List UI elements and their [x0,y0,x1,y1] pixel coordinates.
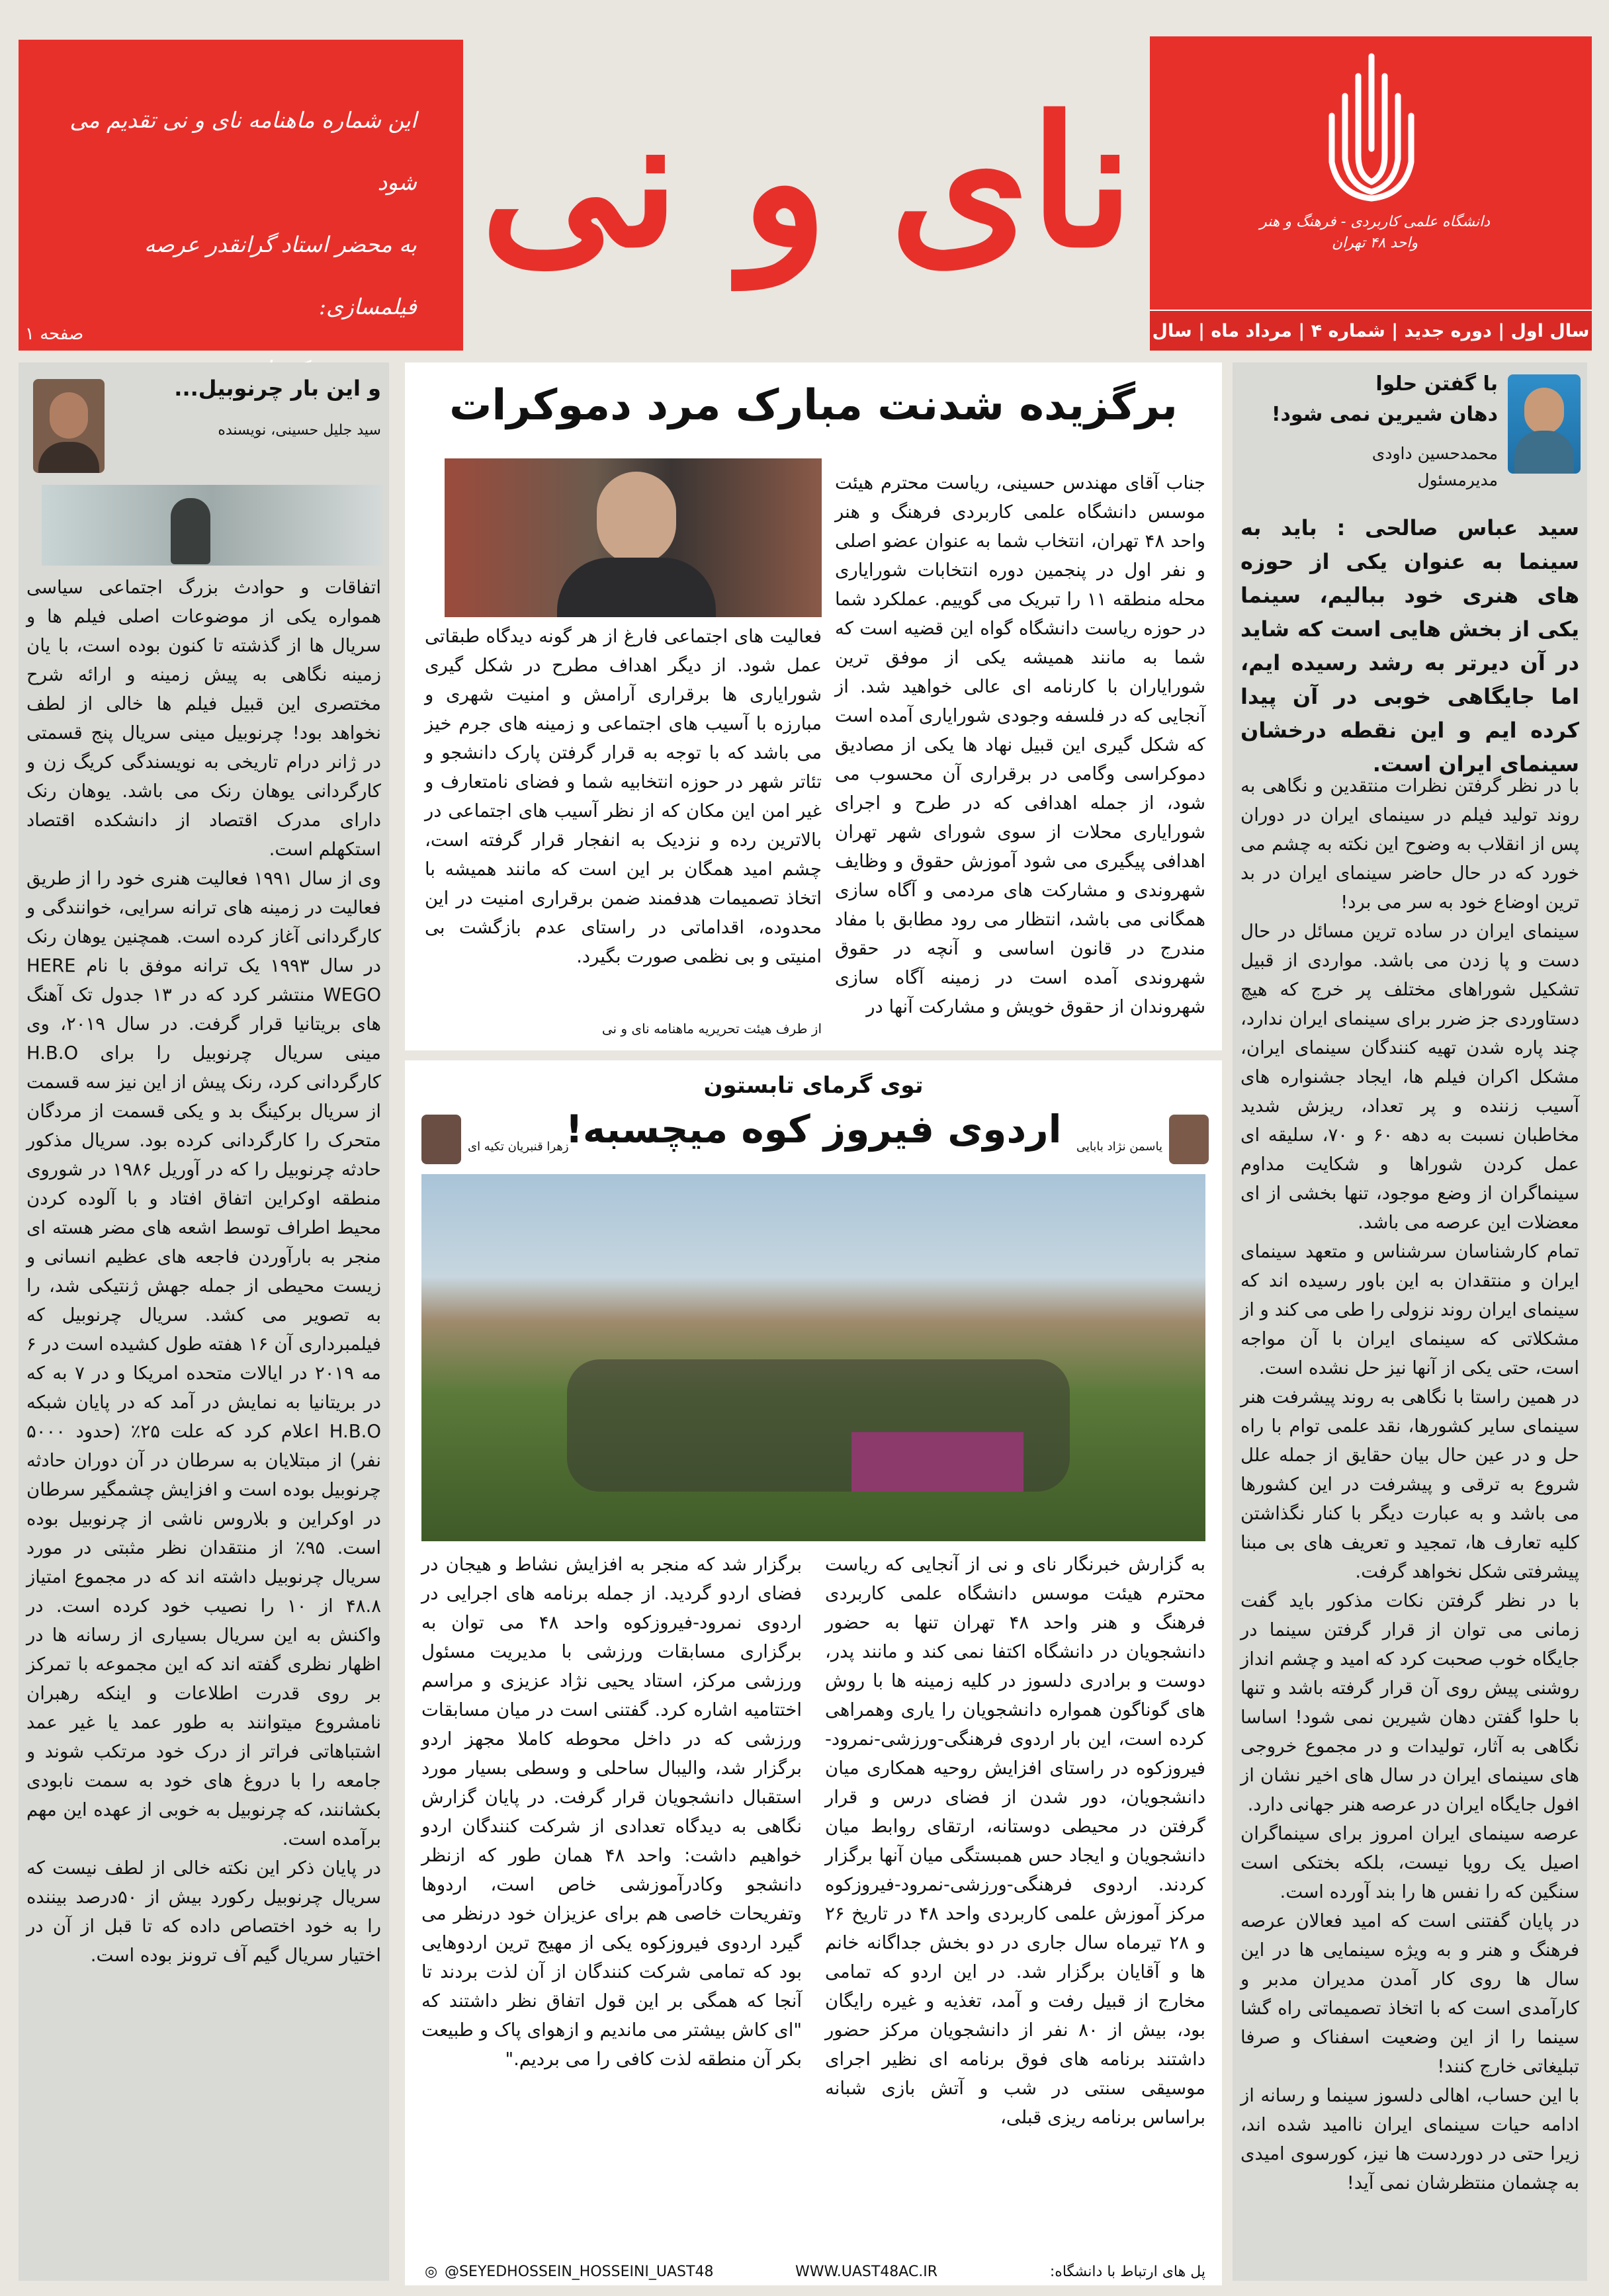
author-avatar [33,379,105,473]
editorial-paragraph: در پایان گفتنی است که امید فعالان عرصه فرهنگ و هنر و به ویژه سینمایی ها در این سال ها روی کار آمدن مدیران مدبر و کارآمدی است که با اتخاذ تصمیماتی راه گشا سینما را از این وضعیت اسفناک و صرفا تبلیغاتی خارج کنند! [1240,1910,1579,2077]
chernobyl-column [19,362,389,2281]
issue-info: سال اول | دوره جدید | شماره ۴ | مرداد ماه | سال [1150,310,1592,351]
author-right-name: یاسمن نژاد بابایی [1076,1140,1162,1154]
editorial-paragraph: تمام کارشناسان سرشناس و متعهد سینمای ایران و منتقدان به این باور رسیده اند که سینمای ایران روند نزولی را طی می کند و از مشکلاتی که سینمای ایران با آن مواجه است، حتی یکی از آنها نیز حل نشده است. [1240,1241,1579,1379]
author-right-avatar [1169,1115,1209,1164]
congrats-text-right: جناب آقای مهندس حسینی، ریاست محترم هیئت موسس دانشگاه علمی کاربردی فرهنگ و هنر واحد ۴۸ تهران، انتخاب شما به عنوان عضو اصلی و نفر اول در پنجمین دوره انتخابات شورایاری محله منطقه ۱۱ را تبریک می گوییم. عملکرد شما در حوزه ریاست دانشگاه گواه این قضیه است که شما به مانند همیشه یکی از موفق ترین شورایاران با کارنامه ای عالی خواهید شد. از آنجایی که در فلسفه وجودی شورایاری آمده است که شکل گیری این قبیل نهاد ها یکی از مصادیق دموکراسی وگامی در برقراری آن محسوب می شود، از جمله اهدافی که در طرح و اجرای شورایاری محلات از سوی شورای شهر تهران اهدافی پیگیری می شود آموزش حقوق و وظایف شهروندی و مشارکت های مردمی و آگاه سازی همگانی می باشد، انتظار می رود مطابق با مفاد مندرج در قانون اساسی و آنچه در حقوق شهروندی آمده است در زمینه آگاه سازی شهروندان از حقوق خویش و مشارکت آنها در [835,472,1205,1017]
masthead [470,40,1145,351]
editorial-paragraph: در همین راستا با نگاهی به روند پیشرفت هنر سینمای سایر کشورها، نقد علمی توام با راه حل و در عین حال بیان حقایق از جمله علل شروع به ترقی و پیشرفت در این کشورها می باشد و به عبارت دیگر با کنار نگذاشتن کلیه تعارف ها، تمجید و تعریف های بی مبنا پیشرفتی شکل نخواهد گرفت. [1240,1386,1579,1582]
congrats-title: برگزیده شدنت مبارک مرد دموکرات [449,381,1178,430]
editorial-body [1240,771,1579,2197]
university-logo-icon [1322,50,1421,202]
dedication-box [19,40,463,351]
congrats-text-left: فعالیت های اجتماعی فارغ از هر گونه دیدگاه طبقاتی عمل شود. از دیگر اهداف مطرح در شکل گیری شورایاری ها برقراری آرامش و امنیت شهری و مبارزه با آسیب های اجتماعی و زمینه های جرم خیز می باشد که با توجه به قرار گرفتن پارک دانشجو و تئاتر شهر در حوزه انتخابیه شما و فضای نامتعارف و غیر امن این مکان که از نظر آسیب های اجتماعی در بالاترین رده و نزدیک به انفجار قرار گرفته است، چشم امید همگان بر این است که مانند همیشه با اتخاذ تصمیمات هدفمند ضمن برقراری امنیت در این محدوده، اقداماتی در راستای عدم بازگشت بی امنیتی و بی نظمی صورت بگیرد. [425,626,822,967]
chernobyl-body [26,573,381,1970]
editorial-paragraph: با در نظر گرفتن نکات مذکور باید گفت زمانی می توان از قرار گرفتن سینما در جایگاه خوب صحبت کرد که امید و چشم انداز روشنی پیش روی آن قرار گرفته باشد و تنها با حلوا گفتن دهان شیرین نمی شود! اساسا نگاهی به آثار، تولیدات و در مجموع خروجی های سینمای ایران در سال های اخیر نشان از افول جایگاه ایران در عرصه هنر جهانی دارد. [1240,1590,1579,1815]
congrats-column-left [425,622,822,971]
editorial-role: مدیرمسئول [1417,470,1498,489]
chernobyl-title: و این بار چرنوبیل... [174,376,381,401]
university-name [1236,212,1514,254]
editorial-title [1240,369,1498,430]
editorial-paragraph: با در نظر گرفتن نظرات منتقدین و نگاهی به روند تولید فیلم در سینمای ایران در دوران پس از انقلاب به وضوح این نکته به چشم می خورد که در حال حاضر سینمای ایران در بد ترین اوضاع خود به سر می برد! [1240,775,1579,913]
footer-label: پل های ارتباط با دانشگاه: [1049,2264,1205,2280]
instagram-handle[interactable]: @SEYEDHOSSEIN_HOSSEINI_UAST48 [445,2264,714,2280]
editor-avatar [1508,374,1581,474]
chernobyl-photo [42,485,382,566]
camp-text-right: به گزارش خبرنگار نای و نی از آنجایی که ریاست محترم هیئت موسس دانشگاه علمی کاربردی فرهنگ و هنر واحد ۴۸ تهران تنها به حضور دانشجویان در دانشگاه اکتفا نمی کند و مانند پدر، دوست و برادری دلسوز در کلیه زمینه ها با روش های گوناگون همواره دانشجویان را یاری وهمراهی کرده است، این بار اردوی فرهنگی-ورزشی-نمرود-فیروزکوه در راستای افزایش روحیه همکاری میان دانشجویان، دور شدن از فضای درس و قرار گرفتن در محیطی دوستانه، ارتقای روابط میان دانشجویان و ایجاد حس همبستگی میان آنها برگزار کردند. اردوی فرهنگی-ورزشی-نمرود-فیروزکوه مرکز آموزش علمی کاربردی واحد ۴۸ در تاریخ ۲۶ و ۲۸ تیرماه سال جاری در دو بخش جداگانه خانم ها و آقایان برگزار شد. در این اردو که تمامی مخارج از قبیل رفت و آمد، تغذیه و غیره رایگان بود، بیش از ۸۰ نفر از دانشجویان مرکز حضور داشتند برنامه های فوق برنامه ای نظیر اجرای موسیقی سنتی در شب و آتش بازی شبانه براساس برنامه ریزی قبلی، [825,1554,1206,2128]
author-left-name: زهرا قنبریان تکیه ای [468,1140,569,1154]
university-name-line: دانشگاه علمی کاربردی - فرهنگ و هنر [1259,214,1491,230]
dedication-line: این شماره ماهنامه نای و نی تقدیم می شود [69,107,417,195]
camp-kicker: توی گرمای تابستون [703,1072,924,1099]
editorial-paragraph: سینمای ایران در ساده ترین مسائل در حال دست و پا زدن می باشد. مواردی از قبیل تشکیل شوراهای مختلف پر خرج که هیچ دستاوردی جز ضرر برای سینمای ایران ندارد، چند پاره شدن تهیه کنندگان سینمای ایران، مشکل اکران فیلم ها، ایجاد جشنواره های آسیب زننده و پر تعداد، ریزش شدید مخاطبان نسبت به دهه ۶۰ و ۷۰، سلیقه ای عمل کردن شوراها و شکایت مداوم سینماگران از وضع موجود، تنها بخشی از ای معضلات این عرصه می باشد. [1240,921,1580,1233]
chernobyl-paragraph: اتفاقات و حوادث بزرگ اجتماعی سیاسی همواره یکی از موضوعات اصلی فیلم ها و سریال ها از گذشته تا کنون بوده است، با یان زمینه نگاهی به پیش زمینه و ارائه شرح مختصری این قبیل فیلم ها خالی از لطف نخواهد بود! چرنوبیل مینی سریال پنج قسمتی در ژانر درام تاریخی به نویسندگی کریگ زن و کارگردانی یوهان رنک می باشد. یوهان رنک دارای مدرک اقتصاد از دانشکده اقتصاد استکهلم است. [26,577,381,860]
camp-article [405,1060,1222,2277]
chernobyl-paragraph: در پایان ذکر این نکته خالی از لطف نیست که سریال چرنوبیل رکورد بیش از ۵۰درصد بیننده را به خود اختصاص داده که تا قبل از آن در اختیار سریال گیم آف ترونز بوده است. [26,1857,381,1966]
camp-title: اردوی فیروز کوه میچسبه! [565,1107,1062,1152]
camp-column-right [825,1550,1205,2132]
instagram-icon: ◎ [425,2264,438,2280]
congrats-credit: از طرف هیئت تحریریه ماهنامه نای و نی [601,1021,822,1037]
author-left-avatar [421,1115,461,1164]
camp-text-left: برگزار شد که منجر به افزایش نشاط و هیجان در فضای اردو گردید. از جمله برنامه های اجرایی در اردوی نمرود-فیروزکوه واحد ۴۸ می توان به برگزاری مسابقات ورزشی با مدیریت مسئول ورزشی مرکز، استاد یحیی نژاد عزیزی و مراسم اختتامیه اشاره کرد. گفتنی است در میان مسابقات ورزشی که در داخل محوطه کاملا مجهز اردو برگزار شد، والیبال ساحلی و وسطی بسیار مورد استقبال دانشجویان قرار گرفت. در پایان گزارش نگاهی به دیدگاه تعدادی از شرکت کنندگان اردو خواهیم داشت: واحد ۴۸ همان طور که ازنظر دانشجو وکادرآموزشی خاص است، اردوها وتفریحات خاصی هم برای عزیزان خود درنظر می گیرد اردوی فیروزکوه یکی از مهیج ترین اردوهایی بود که تمامی شرکت کنندگان از آن لذت بردند تا آنجا که همگی بر این قول اتفاق نظر داشتند که "ای کاش بیشتر می ماندیم و ازهوای پاک و طبیعت بکر آن منطقه لذت کافی را می بردیم." [421,1554,802,2070]
editorial-author: محمدحسین داودی [1371,444,1498,463]
university-name-line: واحد ۴۸ تهران [1331,235,1418,251]
editorial-lead: سید عباس صالحی : باید به سینما به عنوان یکی از حوزه های هنری خود ببالیم، سینما یکی از بخش هایی است که شاید در آن دیرتر به رشد رسیده ایم، اما جایگاهی خوبی در آن پیدا کرده ایم و این نقطه درخشان سینمای ایران است. [1240,515,1579,777]
university-box [1150,36,1592,351]
chernobyl-paragraph: وی از سال ۱۹۹۱ فعالیت هنری خود را از طریق فعالیت در زمینه های ترانه سرایی، خوانندگی و کارگردانی آغاز کرده است. همچنین یوهان رنک در سال ۱۹۹۳ یک ترانه موفق با نام HERE WEGO منتشر کرد که در ۱۳ جدول تک آهنگ های بریتانیا قرار گرفت. در سال ۲۰۱۹، وی مینی سریال چرنوبیل را برای H.B.O کارگردانی کرد، رنک پیش از این نیز سه قسمت از سریال برکینگ بد و یکی قسمت از مردگان متحرک را کارگردانی کرده بود. سریال مذکور حادثه چرنوبیل را که در آوریل ۱۹۸۶ در شوروی منطقه اوکراین اتفاق افتاد و با آلوده کردن محیط اطراف توسط اشعه های مضر هسته ای منجر به بارآوردن فاجعه های عظیم انسانی و زیست محیطی از جمله جهش ژنتیکی شد، را به تصویر می کشد. سریال چرنوبیل که فیلمبرداری آن ۱۶ هفته طول کشیده است در ۶ مه ۲۰۱۹ در ایالات متحده امریکا و در ۷ به که در بریتانیا به نمایش در آمد که در پایان شبکه H.B.O اعلام کرد که علت ۲۵٪ (حدود ۵۰۰۰ نفر) از مبتلایان به سرطان در آن دوران حادثه چرنوبیل بوده است و افزایش چشمگیر سرطان در اوکراین و بلاروس ناشی از چرنوبیل بوده است. ۹۵٪ از منتقدان نظر مثبتی در مورد سریال چرنوبیل داشته اند که در مجموع امتیاز ۴۸.۸ از ۱۰ را نصیب خود کرده است. در واکنش به این سریال بسیاری از رسانه ها در اظهار نظری گفته اند که این مجموعه با تمرکز بر روی قدرت اطلاعات و اینکه رهبران نامشروع میتوانند به طور عمد یا غیر عمد اشتباهاتی فراتر از درک خود مرتکب شوند و جامعه را با دروغ های خود به سمت نابودی بکشانند، که چرنوبیل به خوبی از عهده این مهم برآمده است. [26,868,382,1850]
congrats-photo [445,458,822,617]
camp-group-photo [421,1174,1205,1541]
page-number: صفحه ۱ [25,324,84,344]
editorial-title-line: با گفتن حلوا [1375,372,1498,396]
congrats-article [405,362,1222,1050]
editorial-paragraph: با این حساب، اهالی دلسوز سینما و رسانه از ادامه حیات سینمای ایران ناامید شده اند، زیرا حتی در دوردست ها نیز، کورسوی امیدی به چشمان منتظرشان نمی آید! [1240,2085,1579,2193]
editorial-column [1233,362,1587,2281]
camp-column-left [421,1550,802,2074]
dedication-text [46,89,417,400]
editorial-title-line: دهان شیرین نمی شود! [1271,403,1498,426]
masthead-title: نای و نی [480,77,1134,287]
congrats-column-right [835,468,1205,1021]
footer [405,2259,1222,2285]
website-link[interactable]: WWW.UAST48AC.IR [795,2264,938,2280]
dedication-line: به محضر استاد گرانقدر عرصه فیلمسازی: [144,232,417,319]
editorial-paragraph: عرصه سینمای ایران امروز برای سینماگران اصیل یک رویا نیست، بلکه بختکی است سنگین که را نفس ها را بند آورده است. [1240,1823,1579,1902]
chernobyl-author: سید جلیل حسینی، نویسنده [218,422,381,439]
